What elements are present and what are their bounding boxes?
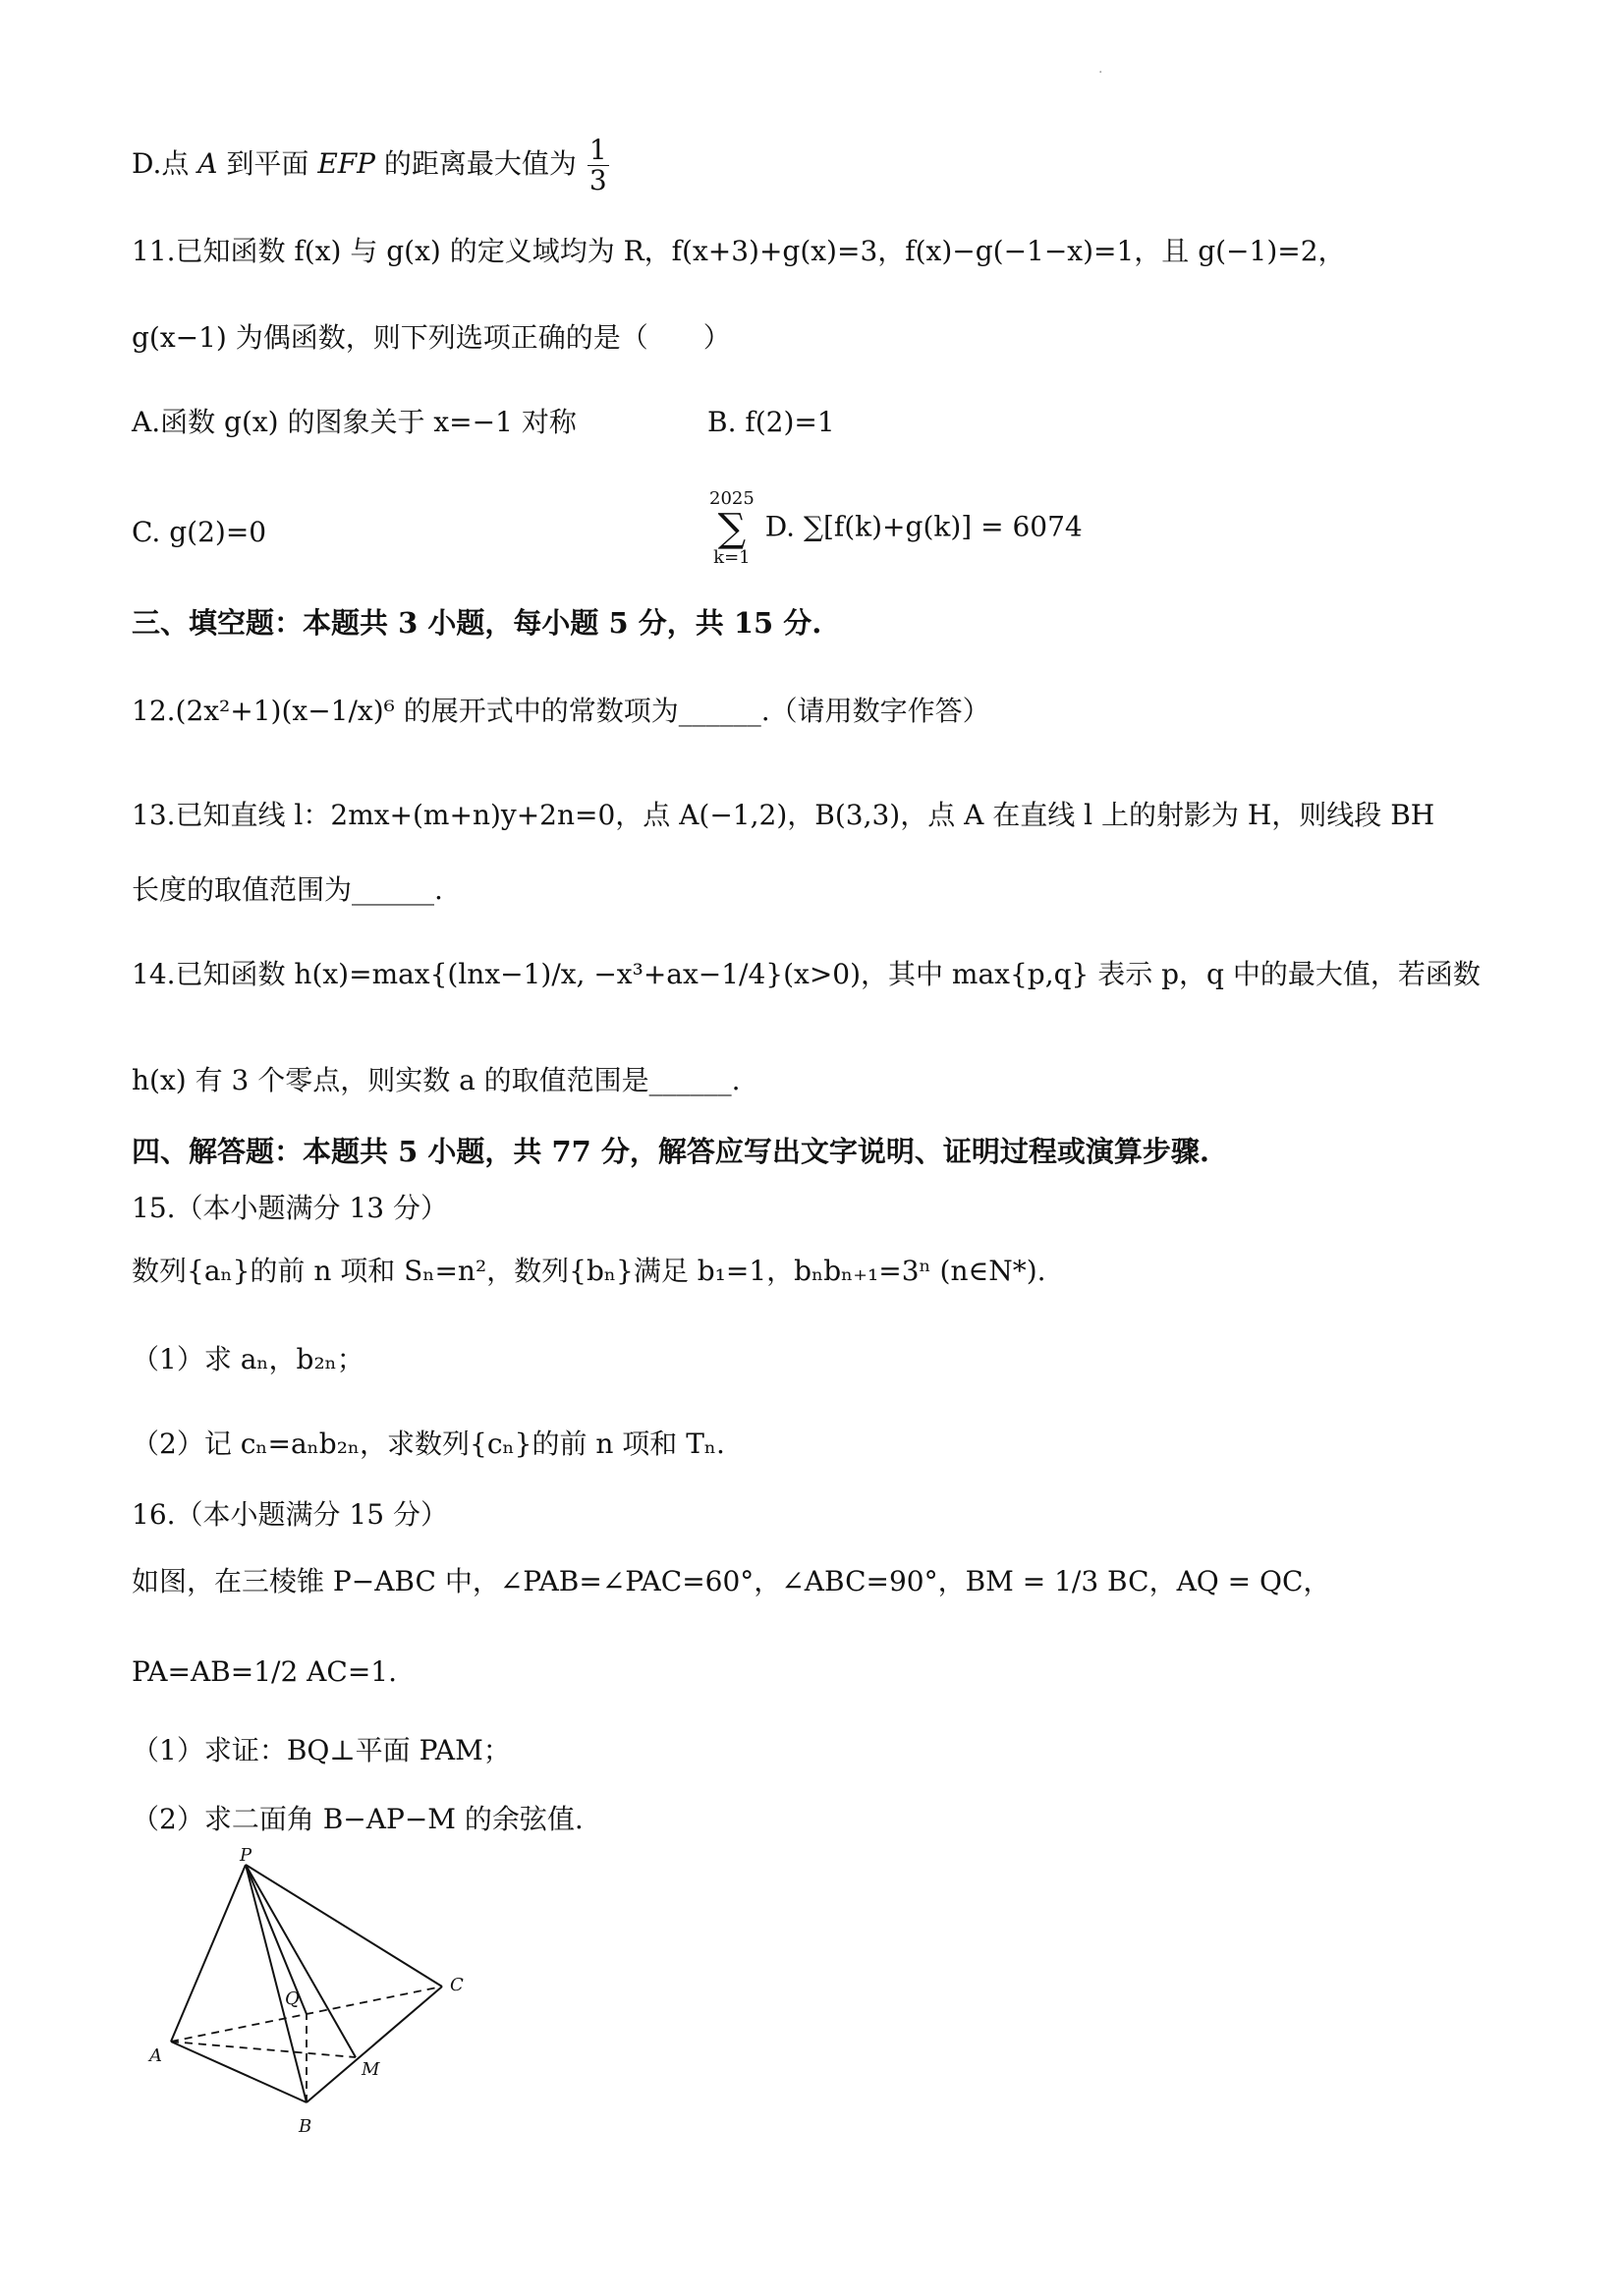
q15-part2: （2）记 cₙ=aₙb₂ₙ，求数列{cₙ}的前 n 项和 Tₙ. <box>132 1428 725 1460</box>
edge-pm <box>246 1865 356 2057</box>
q13-line1: 13.已知直线 l：2mx+(m+n)y+2n=0，点 A(−1,2)，B(3,3)，点 A 在直线 l 上的射影为 H，则线段 BH <box>132 799 1435 831</box>
section-4-heading: 四、解答题：本题共 5 小题，共 77 分，解答应写出文字说明、证明过程或演算步骤. <box>132 1135 1210 1168</box>
q15-part1: （1）求 aₙ，b₂ₙ； <box>132 1343 364 1375</box>
q14-line2: h(x) 有 3 个零点，则实数 a 的取值范围是______. <box>132 1064 741 1096</box>
q16-stem2: PA=AB=1/2 AC=1. <box>132 1655 397 1688</box>
label-c: C <box>450 1975 464 1995</box>
label-a: A <box>149 2045 162 2066</box>
label-m: M <box>362 2059 380 2080</box>
edge-bc <box>307 1987 442 2102</box>
q11-stem-line1: 11.已知函数 f(x) 与 g(x) 的定义域均为 R，f(x+3)+g(x)=3，f(x)−g(−1−x)=1，且 g(−1)=2， <box>132 235 1346 267</box>
q11-stem-line2: g(x−1) 为偶函数，则下列选项正确的是（ ） <box>132 321 731 354</box>
edge-pc <box>246 1865 442 1987</box>
q11-option-d-text: D. ∑[f(k)+g(k)] = 6074 <box>764 510 1083 543</box>
edge-pa <box>171 1865 246 2042</box>
q16-title: 16.（本小题满分 15 分） <box>132 1498 448 1531</box>
pyramid-figure <box>138 1847 472 2142</box>
q16-stem1: 如图，在三棱锥 P−ABC 中，∠PAB=∠PAC=60°，∠ABC=90°，BM = 1/3 BC，AQ = QC， <box>132 1565 1331 1597</box>
q14-line1: 14.已知函数 h(x)=max{(lnx−1)/x, −x³+ax−1/4}(x>0)，其中 max{p,q} 表示 p，q 中的最大值，若函数 <box>132 958 1481 990</box>
q10-option-d: D.点 A 到平面 EFP 的距离最大值为 $\frac{1}{3}$ <box>132 134 607 196</box>
label-q: Q <box>285 1988 300 2009</box>
sum-lower: k=1 <box>713 547 751 568</box>
q12: 12.(2x²+1)(x−1/x)⁶ 的展开式中的常数项为______.（请用数字作答） <box>132 695 990 727</box>
q15-title: 15.（本小题满分 13 分） <box>132 1192 448 1224</box>
section-3-heading: 三、填空题：本题共 3 小题，每小题 5 分，共 15 分. <box>132 606 822 640</box>
sum-upper: 2025 <box>709 488 755 509</box>
q13-line2: 长度的取值范围为______. <box>132 873 443 906</box>
label-p: P <box>240 1847 252 1866</box>
sum-symbol: 2025 ∑ k=1 <box>709 488 755 568</box>
q16-part1: （1）求证：BQ⊥平面 PAM； <box>132 1734 511 1766</box>
q11-option-c: C. g(2)=0 <box>132 516 267 548</box>
q11-option-a: A.函数 g(x) 的图象关于 x=−1 对称 <box>132 406 577 438</box>
q11-option-d <box>707 489 1083 568</box>
edge-pb <box>246 1865 307 2102</box>
q11-option-b: B. f(2)=1 <box>707 406 835 438</box>
header-mark: · <box>1098 65 1103 81</box>
label-b: B <box>299 2116 312 2137</box>
q15-stem: 数列{aₙ}的前 n 项和 Sₙ=n²，数列{bₙ}满足 b₁=1，bₙbₙ₊₁=3ⁿ (n∈N*). <box>132 1255 1046 1287</box>
q16-part2: （2）求二面角 B−AP−M 的余弦值. <box>132 1803 584 1835</box>
